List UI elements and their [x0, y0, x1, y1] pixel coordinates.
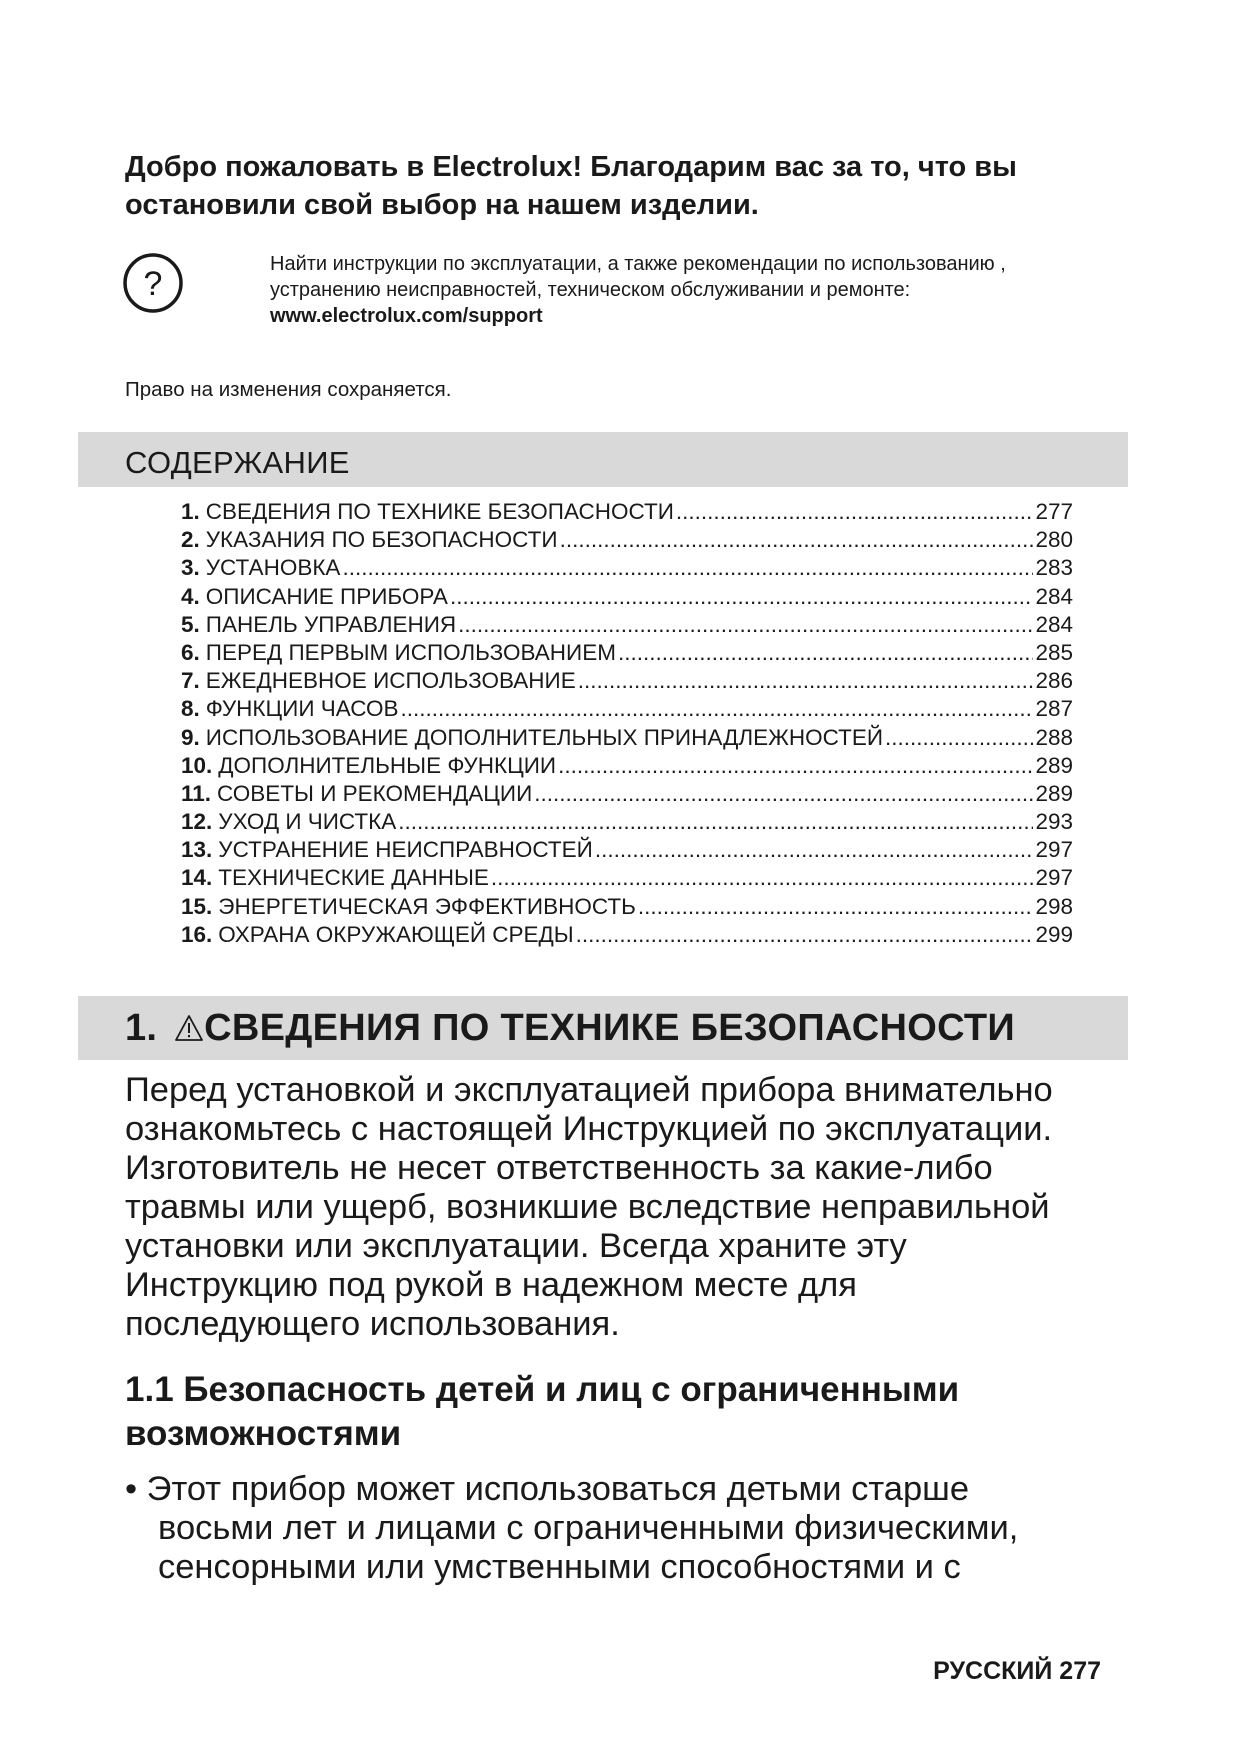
toc-item-title: ТЕХНИЧЕСКИЕ ДАННЫЕ [218, 865, 489, 891]
svg-text:?: ? [143, 265, 163, 303]
toc-item-title: УСТРАНЕНИЕ НЕИСПРАВНОСТЕЙ [218, 837, 593, 863]
page-footer: РУССКИЙ 277 [933, 1657, 1101, 1685]
toc-item-title: ДОПОЛНИТЕЛЬНЫЕ ФУНКЦИИ [218, 752, 557, 778]
toc-item[interactable] [181, 922, 1073, 950]
toc-item-page: 299 [1035, 921, 1073, 947]
toc-item-number: 16. [181, 921, 213, 947]
toc-item-title: ЕЖЕДНЕВНОЕ ИСПОЛЬЗОВАНИЕ [205, 668, 576, 694]
toc-leader-dots [558, 753, 1033, 779]
toc-leader-dots [885, 725, 1033, 751]
intro-line: Перед установкой и эксплуатацией прибора внимательно [125, 1071, 1053, 1109]
toc-item-number: 2. [181, 527, 200, 553]
toc-item-title: УСТАНОВКА [205, 555, 341, 581]
toc-item[interactable] [181, 612, 1073, 640]
toc-item[interactable] [181, 725, 1073, 753]
toc-item-page: 288 [1035, 724, 1073, 750]
subsection-1-1-title [125, 1368, 1125, 1456]
toc-leader-dots [676, 499, 1034, 525]
toc-leader-dots [401, 696, 1034, 722]
toc-leader-dots [342, 555, 1033, 581]
toc-item-title: УХОД И ЧИСТКА [218, 809, 397, 835]
toc-item[interactable] [181, 781, 1073, 809]
intro-line: Инструкцию под рукой в надежном месте для [125, 1266, 857, 1304]
toc-item-title: ОХРАНА ОКРУЖАЮЩЕЙ СРЕДЫ [218, 921, 574, 947]
toc-item[interactable] [181, 894, 1073, 922]
intro-line: ознакомьтесь с настоящей Инструкцией по эксплуатации. [125, 1110, 1053, 1148]
section-1-title [125, 1004, 1015, 1052]
toc-item-page: 293 [1035, 809, 1073, 835]
toc-item-title: ИСПОЛЬЗОВАНИЕ ДОПОЛНИТЕЛЬНЫХ ПРИНАДЛЕЖНОСТЕЙ [205, 724, 884, 750]
toc-leader-dots [450, 584, 1034, 610]
toc-item-number: 6. [181, 639, 200, 665]
toc-item[interactable] [181, 555, 1073, 583]
bullet-line: восьми лет и лицами с ограниченными физическими, [158, 1509, 1019, 1547]
toc-item-page: 285 [1035, 639, 1073, 665]
welcome-line-2: остановили свой выбор на нашем изделии. [125, 189, 759, 221]
toc-leader-dots [491, 865, 1034, 891]
toc-item-title: СОВЕТЫ И РЕКОМЕНДАЦИИ [217, 780, 533, 806]
support-info [270, 251, 1110, 329]
safety-intro-paragraph [125, 1071, 1125, 1344]
question-circle-icon [122, 252, 184, 314]
section-number: 1. [125, 1007, 158, 1049]
support-link[interactable]: www.electrolux.com/support [270, 305, 543, 327]
toc-item-number: 8. [181, 696, 200, 722]
toc-item[interactable] [181, 584, 1073, 612]
toc-title: СОДЕРЖАНИЕ [125, 445, 350, 480]
toc-item-page: 289 [1035, 752, 1073, 778]
toc-item-page: 283 [1035, 555, 1073, 581]
toc-leader-dots [638, 894, 1034, 920]
toc-item-number: 15. [181, 893, 213, 919]
toc-item[interactable] [181, 527, 1073, 555]
toc-item-page: 297 [1035, 865, 1073, 891]
toc-leader-dots [576, 922, 1034, 948]
toc-item-number: 3. [181, 555, 200, 581]
toc-leader-dots [458, 612, 1033, 638]
toc-item[interactable] [181, 668, 1073, 696]
toc-item[interactable] [181, 809, 1073, 837]
subsection-line-2: возможностями [125, 1414, 402, 1453]
toc-item-page: 289 [1035, 780, 1073, 806]
bullet-line: • Этот прибор может использоваться детьми старше [125, 1470, 970, 1508]
toc-item-page: 284 [1035, 611, 1073, 637]
toc-item-page: 298 [1035, 893, 1073, 919]
intro-line: Изготовитель не несет ответственность за какие-либо [125, 1149, 993, 1187]
section-title-text: СВЕДЕНИЯ ПО ТЕХНИКЕ БЕЗОПАСНОСТИ [204, 1007, 1016, 1049]
toc-item-page: 284 [1035, 583, 1073, 609]
bullet-line: сенсорными или умственными способностями и с [158, 1548, 961, 1586]
toc-item-number: 1. [181, 499, 200, 524]
toc-item-title: УКАЗАНИЯ ПО БЕЗОПАСНОСТИ [205, 527, 558, 553]
toc-item[interactable] [181, 865, 1073, 893]
toc-item-title: СВЕДЕНИЯ ПО ТЕХНИКЕ БЕЗОПАСНОСТИ [205, 499, 674, 524]
bullet-paragraph [125, 1470, 1125, 1587]
toc-item-title: ФУНКЦИИ ЧАСОВ [205, 696, 399, 722]
welcome-heading [125, 148, 1085, 224]
toc-leader-dots [578, 668, 1034, 694]
toc-leader-dots [595, 837, 1034, 863]
intro-line: последующего использования. [125, 1305, 620, 1343]
toc-item-title: ОПИСАНИЕ ПРИБОРА [205, 583, 448, 609]
intro-line: травмы или ущерб, возникшие вследствие неправильной [125, 1188, 1050, 1226]
toc-leader-dots [560, 527, 1034, 553]
toc-item[interactable] [181, 837, 1073, 865]
rights-notice: Право на изменения сохраняется. [125, 378, 452, 401]
toc-item[interactable] [181, 696, 1073, 724]
toc-item-page: 277 [1035, 499, 1073, 524]
toc-item-page: 286 [1035, 668, 1073, 694]
toc-item-number: 11. [181, 780, 212, 806]
toc-item-number: 12. [181, 809, 213, 835]
toc-item[interactable] [181, 640, 1073, 668]
toc-item-page: 297 [1035, 837, 1073, 863]
welcome-line-1: Добро пожаловать в Electrolux! Благодарим вас за то, что вы [125, 151, 1017, 183]
toc-item-page: 280 [1035, 527, 1073, 553]
intro-line: установки или эксплуатации. Всегда храните эту [125, 1227, 907, 1265]
toc-item-title: ПАНЕЛЬ УПРАВЛЕНИЯ [205, 611, 457, 637]
toc-item[interactable] [181, 753, 1073, 781]
toc-item[interactable] [181, 499, 1073, 527]
toc-leader-dots [398, 809, 1033, 835]
toc-item-number: 13. [181, 837, 213, 863]
toc-leader-dots [534, 781, 1033, 807]
support-line-2: устранению неисправностей, техническом обслуживании и ремонте: [270, 279, 911, 301]
toc-item-number: 10. [181, 752, 213, 778]
table-of-contents [181, 499, 1073, 950]
toc-item-title: ПЕРЕД ПЕРВЫМ ИСПОЛЬЗОВАНИЕМ [205, 639, 616, 665]
toc-leader-dots [618, 640, 1034, 666]
support-line-1: Найти инструкции по эксплуатации, а также рекомендации по использованию , [270, 253, 1006, 275]
toc-item-number: 9. [181, 724, 200, 750]
subsection-line-1: 1.1 Безопасность детей и лиц с ограниченными [125, 1370, 960, 1409]
toc-item-number: 5. [181, 611, 200, 637]
toc-item-title: ЭНЕРГЕТИЧЕСКАЯ ЭФФЕКТИВНОСТЬ [218, 893, 636, 919]
toc-item-page: 287 [1035, 696, 1073, 722]
warning-triangle-icon [174, 1014, 204, 1042]
toc-item-number: 4. [181, 583, 200, 609]
toc-item-number: 14. [181, 865, 213, 891]
toc-item-number: 7. [181, 668, 200, 694]
